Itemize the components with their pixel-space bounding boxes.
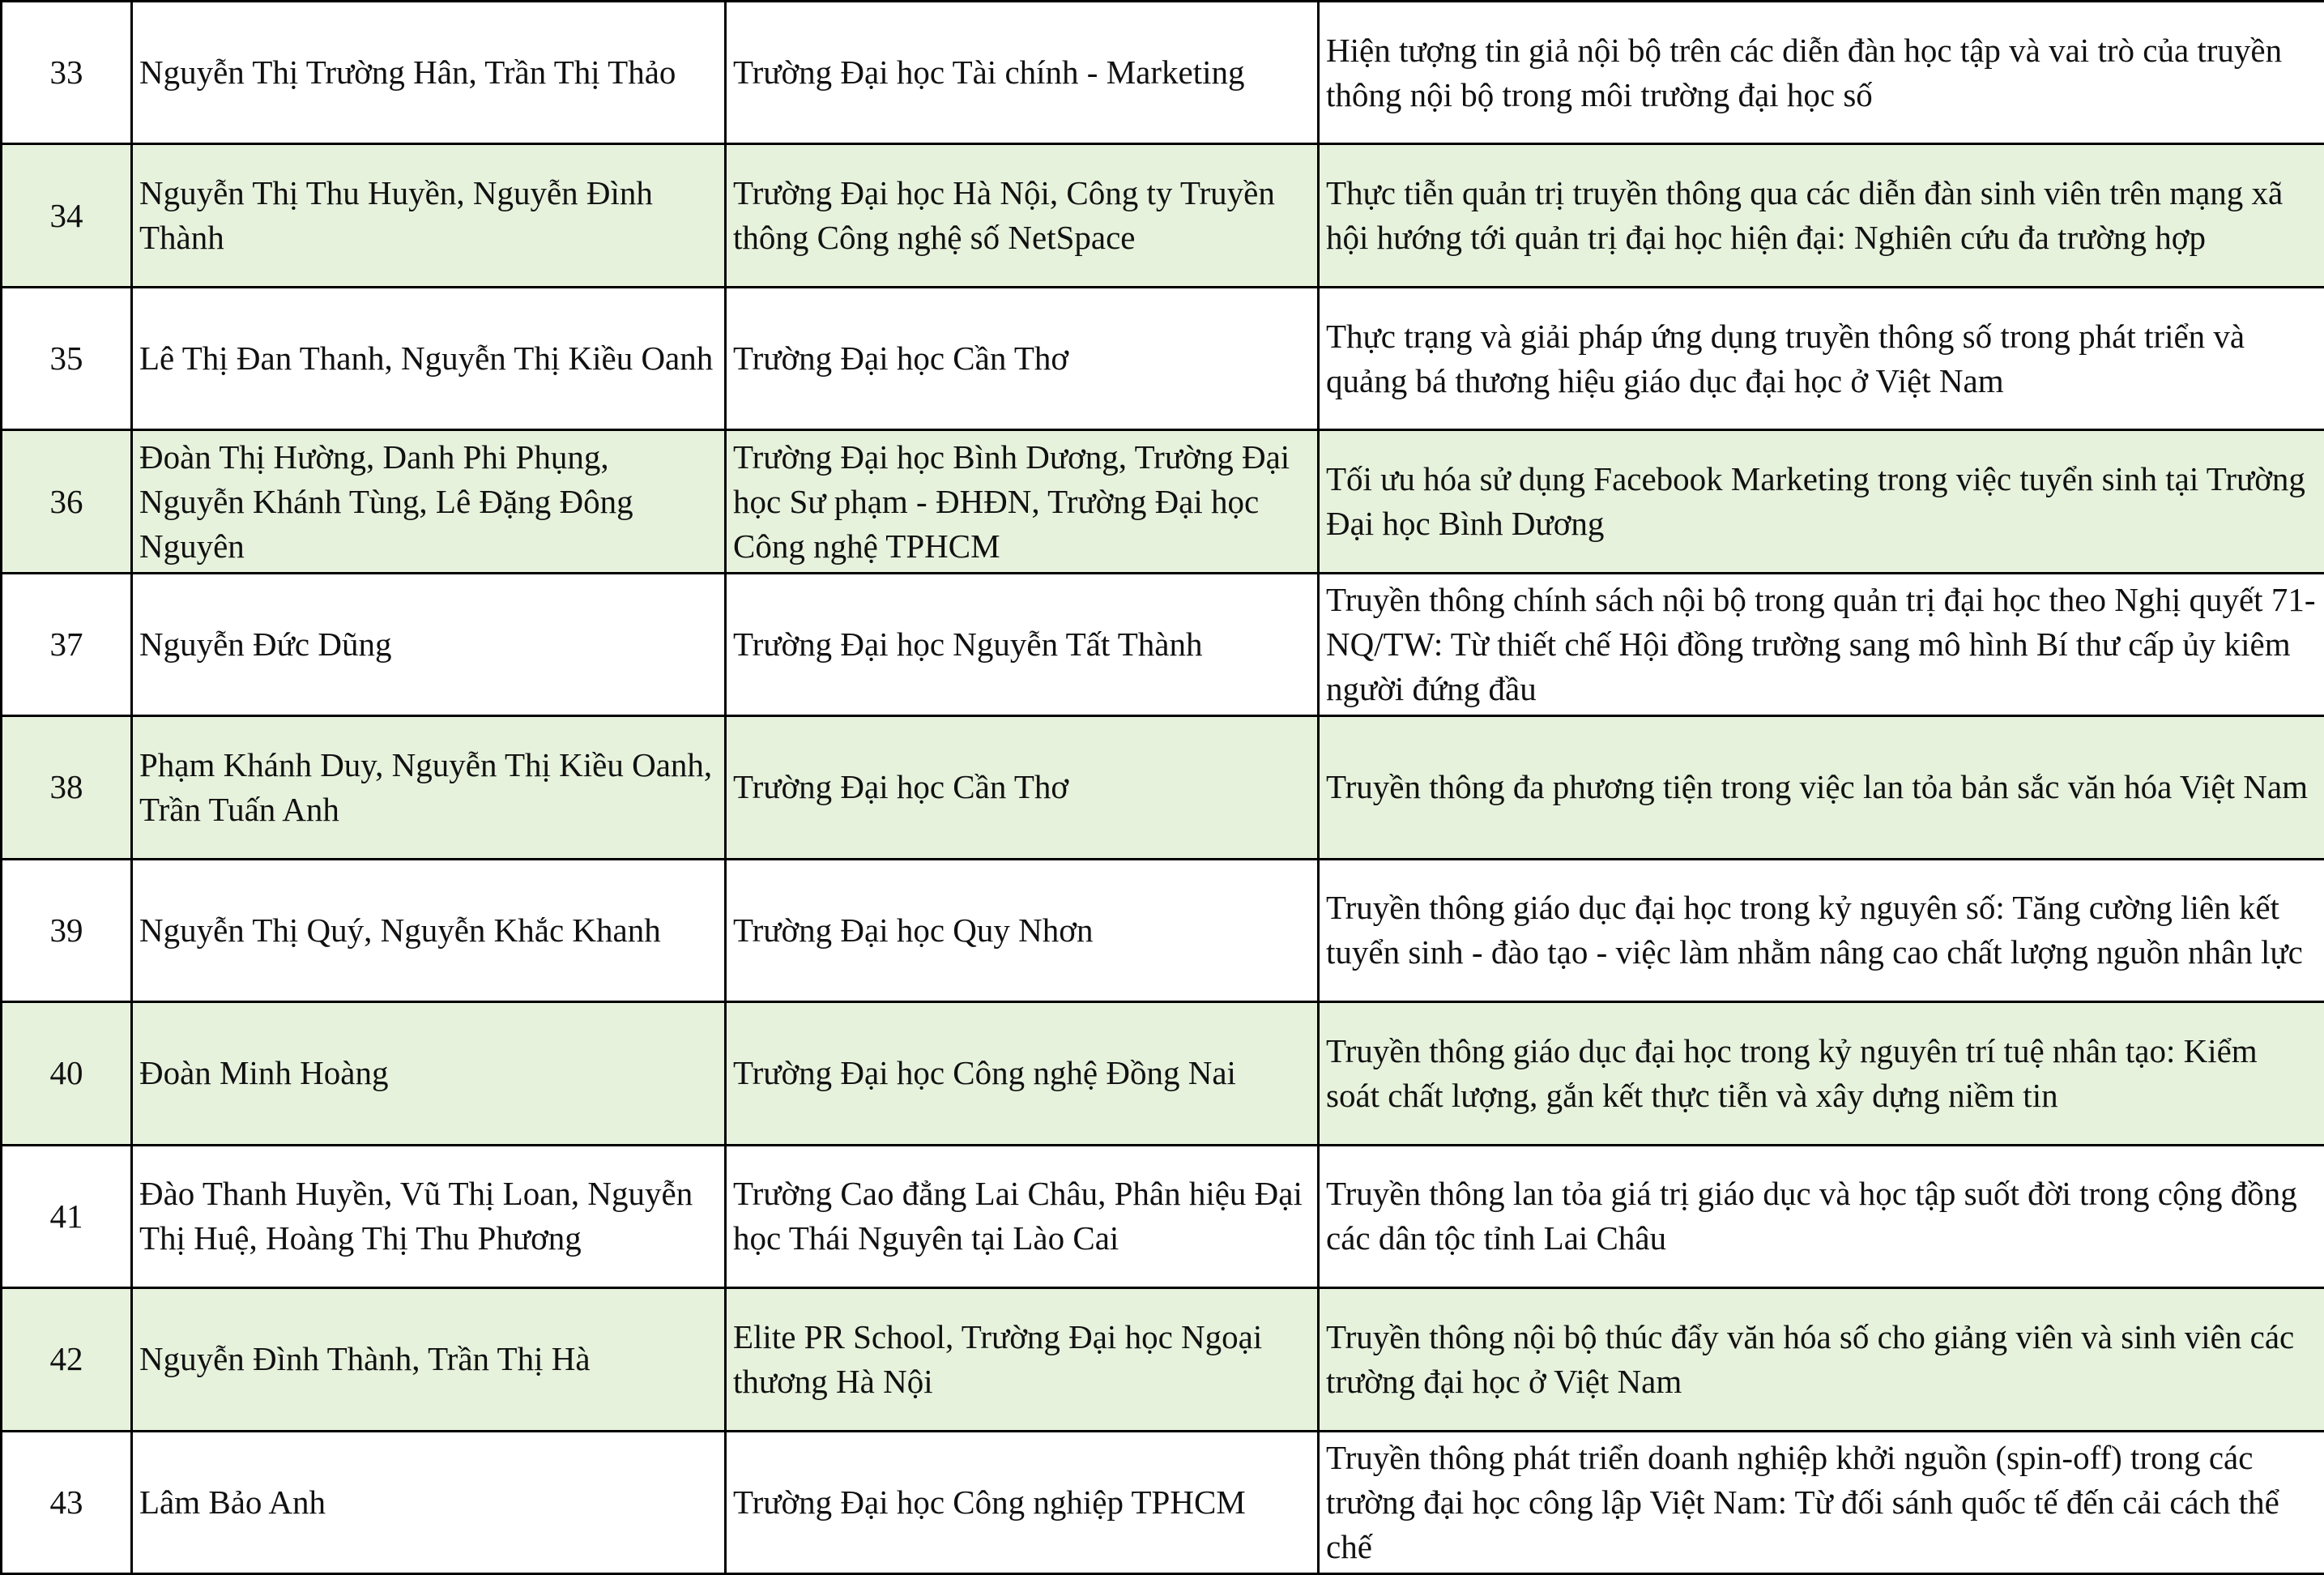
row-authors: Nguyễn Thị Quý, Nguyễn Khắc Khanh	[132, 859, 726, 1001]
table-row	[2, 430, 2324, 573]
row-authors: Nguyễn Đức Dũng	[132, 573, 726, 715]
row-title: Truyền thông lan tỏa giá trị giáo dục và học tập suốt đời trong cộng đồng các dân tộc tỉnh Lai Châu	[1319, 1145, 2324, 1287]
row-number: 33	[2, 2, 132, 144]
row-number: 41	[2, 1145, 132, 1287]
row-authors: Đoàn Thị Hường, Danh Phi Phụng, Nguyễn Khánh Tùng, Lê Đặng Đông Nguyên	[132, 430, 726, 573]
row-number: 35	[2, 287, 132, 429]
row-title: Thực trạng và giải pháp ứng dụng truyền thông số trong phát triển và quảng bá thương hiệu giáo dục đại học ở Việt Nam	[1319, 287, 2324, 429]
table-row	[2, 144, 2324, 287]
row-title: Truyền thông chính sách nội bộ trong quản trị đại học theo Nghị quyết 71-NQ/TW: Từ thiết chế Hội đồng trường sang mô hình Bí thư cấp ủy kiêm người đứng đầu	[1319, 573, 2324, 715]
row-title: Thực tiễn quản trị truyền thông qua các diễn đàn sinh viên trên mạng xã hội hướng tới quản trị đại học hiện đại: Nghiên cứu đa trường hợp	[1319, 144, 2324, 287]
row-authors: Đoàn Minh Hoàng	[132, 1002, 726, 1145]
row-title: Truyền thông phát triển doanh nghiệp khởi nguồn (spin-off) trong các trường đại học công lập Việt Nam: Từ đối sánh quốc tế đến cải cách thể chế	[1319, 1431, 2324, 1573]
table-row	[2, 1431, 2324, 1573]
row-title: Truyền thông nội bộ thúc đẩy văn hóa số cho giảng viên và sinh viên các trường đại học ở Việt Nam	[1319, 1288, 2324, 1431]
table-row	[2, 716, 2324, 859]
row-institution: Trường Đại học Hà Nội, Công ty Truyền thông Công nghệ số NetSpace	[726, 144, 1319, 287]
table-row	[2, 1288, 2324, 1431]
row-number: 34	[2, 144, 132, 287]
row-authors: Đào Thanh Huyền, Vũ Thị Loan, Nguyễn Thị Huệ, Hoàng Thị Thu Phương	[132, 1145, 726, 1287]
row-authors: Lê Thị Đan Thanh, Nguyễn Thị Kiều Oanh	[132, 287, 726, 429]
row-authors: Phạm Khánh Duy, Nguyễn Thị Kiều Oanh, Trần Tuấn Anh	[132, 716, 726, 859]
table-row	[2, 1002, 2324, 1145]
row-number: 43	[2, 1431, 132, 1573]
row-authors: Nguyễn Thị Trường Hân, Trần Thị Thảo	[132, 2, 726, 144]
row-title: Truyền thông đa phương tiện trong việc lan tỏa bản sắc văn hóa Việt Nam	[1319, 716, 2324, 859]
row-number: 40	[2, 1002, 132, 1145]
row-institution: Trường Đại học Nguyễn Tất Thành	[726, 573, 1319, 715]
row-number: 42	[2, 1288, 132, 1431]
table-row	[2, 287, 2324, 429]
row-title: Truyền thông giáo dục đại học trong kỷ nguyên số: Tăng cường liên kết tuyển sinh - đào tạo - việc làm nhằm nâng cao chất lượng nguồn nhân lực	[1319, 859, 2324, 1001]
row-title: Tối ưu hóa sử dụng Facebook Marketing trong việc tuyển sinh tại Trường Đại học Bình Dương	[1319, 430, 2324, 573]
table-row	[2, 859, 2324, 1001]
row-number: 37	[2, 573, 132, 715]
row-institution: Elite PR School, Trường Đại học Ngoại thương Hà Nội	[726, 1288, 1319, 1431]
row-authors: Lâm Bảo Anh	[132, 1431, 726, 1573]
table-row	[2, 2, 2324, 144]
row-institution: Trường Đại học Công nghiệp TPHCM	[726, 1431, 1319, 1573]
row-institution: Trường Đại học Cần Thơ	[726, 716, 1319, 859]
row-institution: Trường Đại học Bình Dương, Trường Đại học Sư phạm - ĐHĐN, Trường Đại học Công nghệ TPHCM	[726, 430, 1319, 573]
row-institution: Trường Đại học Công nghệ Đồng Nai	[726, 1002, 1319, 1145]
table-row	[2, 1145, 2324, 1287]
row-authors: Nguyễn Thị Thu Huyền, Nguyễn Đình Thành	[132, 144, 726, 287]
row-institution: Trường Đại học Tài chính - Marketing	[726, 2, 1319, 144]
row-institution: Trường Đại học Cần Thơ	[726, 287, 1319, 429]
row-number: 39	[2, 859, 132, 1001]
row-title: Truyền thông giáo dục đại học trong kỷ nguyên trí tuệ nhân tạo: Kiểm soát chất lượng, gắn kết thực tiễn và xây dựng niềm tin	[1319, 1002, 2324, 1145]
row-number: 38	[2, 716, 132, 859]
row-institution: Trường Cao đẳng Lai Châu, Phân hiệu Đại học Thái Nguyên tại Lào Cai	[726, 1145, 1319, 1287]
row-title: Hiện tượng tin giả nội bộ trên các diễn đàn học tập và vai trò của truyền thông nội bộ trong môi trường đại học số	[1319, 2, 2324, 144]
row-authors: Nguyễn Đình Thành, Trần Thị Hà	[132, 1288, 726, 1431]
row-institution: Trường Đại học Quy Nhơn	[726, 859, 1319, 1001]
table-row	[2, 573, 2324, 715]
row-number: 36	[2, 430, 132, 573]
